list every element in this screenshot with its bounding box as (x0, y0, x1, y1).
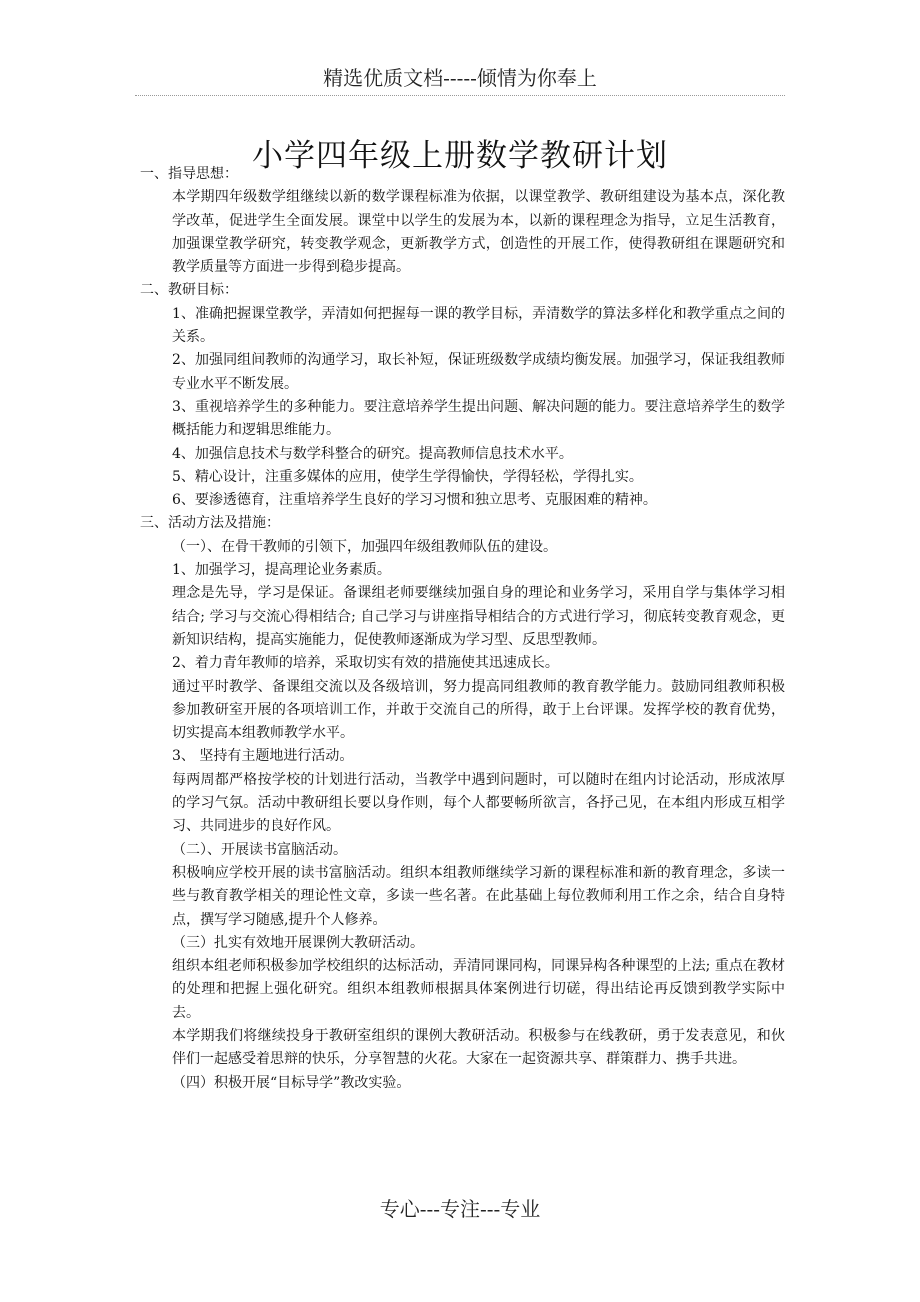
goal-item-4: 4、加强信息技术与数学科整合的研究。提高教师信息技术水平。 (172, 445, 573, 462)
measure-paragraph-3: 每两周都严格按学校的计划进行活动，当教学中遇到问题时，可以随时在组内讨论活动，形成浓厚的学习气氛。活动中教研组长要以身作则，每个人都要畅所欲言，各抒己见，在本组内形成互相学习、共同进步的良好作风。 (172, 771, 785, 835)
measure-paragraph-6: 本学期我们将继续投身于教研室组织的课例大教研活动。积极参与在线教研，勇于发表意见，和伙伴们一起感受着思辩的快乐，分享智慧的火花。大家在一起资源共享、群策群力、携手共进。 (172, 1027, 785, 1068)
section-heading-guide: 一、指导思想： (140, 166, 238, 182)
measure-subheading-1: （一）、在骨干教师的引领下，加强四年级组教师队伍的建设。 (172, 538, 557, 555)
measure-subheading-3: （三）扎实有效地开展课例大教研活动。 (172, 934, 424, 951)
measure-paragraph-1: 理念是先导，学习是保证。备课组老师要继续加强自身的理论和业务学习，采用自学与集体学习相结合; 学习与交流心得相结合; 自己学习与讲座指导相结合的方式进行学习，彻底转变教育观念，更新知识结构，提高实施能力，促使教师逐渐成为学习型、反思型教师。 (172, 585, 785, 648)
page-footer: 专心---专注---专业 (379, 1197, 541, 1221)
section-heading-goals: 二、教研目标： (140, 282, 238, 299)
measure-subheading-4: （四）积极开展“目标导学”教改实验。 (172, 1074, 411, 1091)
measure-item-2: 2、着力青年教师的培养，采取切实有效的措施使其迅速成长。 (172, 655, 559, 672)
header-divider (135, 95, 785, 96)
measure-paragraph-4: 积极响应学校开展的读书富脑活动。组织本组教师继续学习新的课程标准和新的教育理念，多读一些与教育教学相关的理论性文章，多读一些名著。在此基础上每位教师利用工作之余，结合自身特点，撰写学习随感,提升个人修养。 (172, 864, 785, 928)
document-body (140, 163, 785, 1095)
measure-paragraph-2: 通过平时教学、备课组交流以及各级培训，努力提高同组教师的教育教学能力。鼓励同组教师积极参加教研室开展的各项培训工作，并敢于交流自己的所得，敢于上台评课。发挥学校的教育优势，切实提高本组教师教学水平。 (172, 678, 785, 742)
measure-subheading-2: （二）、开展读书富脑活动。 (172, 841, 347, 858)
measure-paragraph-5: 组织本组老师积极参加学校组织的达标活动，弄清同课同构，同课异构各种课型的上法; 重点在教材的处理和把握上强化研究。组织本组教师根据具体案例进行切磋，得出结论再反馈到教学实际中去。 (172, 958, 785, 1021)
goal-item-6: 6、要渗透德育，注重培养学生良好的学习习惯和独立思考、克服困难的精神。 (172, 492, 657, 509)
page-header: 精选优质文档-----倾情为你奉上 (323, 66, 597, 90)
measure-item-1: 1、加强学习，提高理论业务素质。 (172, 562, 391, 579)
document-title: 小学四年级上册数学教研计划 (252, 137, 668, 174)
goal-item-3: 3、重视培养学生的多种能力。要注意培养学生提出问题、解决问题的能力。要注意培养学生的数学概括能力和逻辑思维能力。 (172, 398, 785, 439)
measure-item-3: 3、 坚持有主题地进行活动。 (172, 748, 354, 765)
goal-item-2: 2、加强同组间教师的沟通学习，取长补短，保证班级数学成绩均衡发展。加强学习，保证我组教师专业水平不断发展。 (172, 352, 785, 392)
goal-item-1: 1、准确把握课堂教学，弄清如何把握每一课的教学目标，弄清数学的算法多样化和教学重点之间的关系。 (172, 305, 785, 346)
section-heading-measures: 三、活动方法及措施： (140, 515, 280, 532)
guide-paragraph: 本学期四年级数学组继续以新的数学课程标准为依据，以课堂教学、教研组建设为基本点，深化教学改革，促进学生全面发展。课堂中以学生的发展为本，以新的课程理念为指导，立足生活教育，加强课堂教学研究，转变教学观念，更新教学方式，创造性的开展工作，使得教研组在课题研究和教学质量等方面进一步得到稳步提高。 (172, 189, 785, 276)
goal-item-5: 5、精心设计，注重多媒体的应用，使学生学得愉快，学得轻松，学得扎实。 (172, 468, 643, 485)
